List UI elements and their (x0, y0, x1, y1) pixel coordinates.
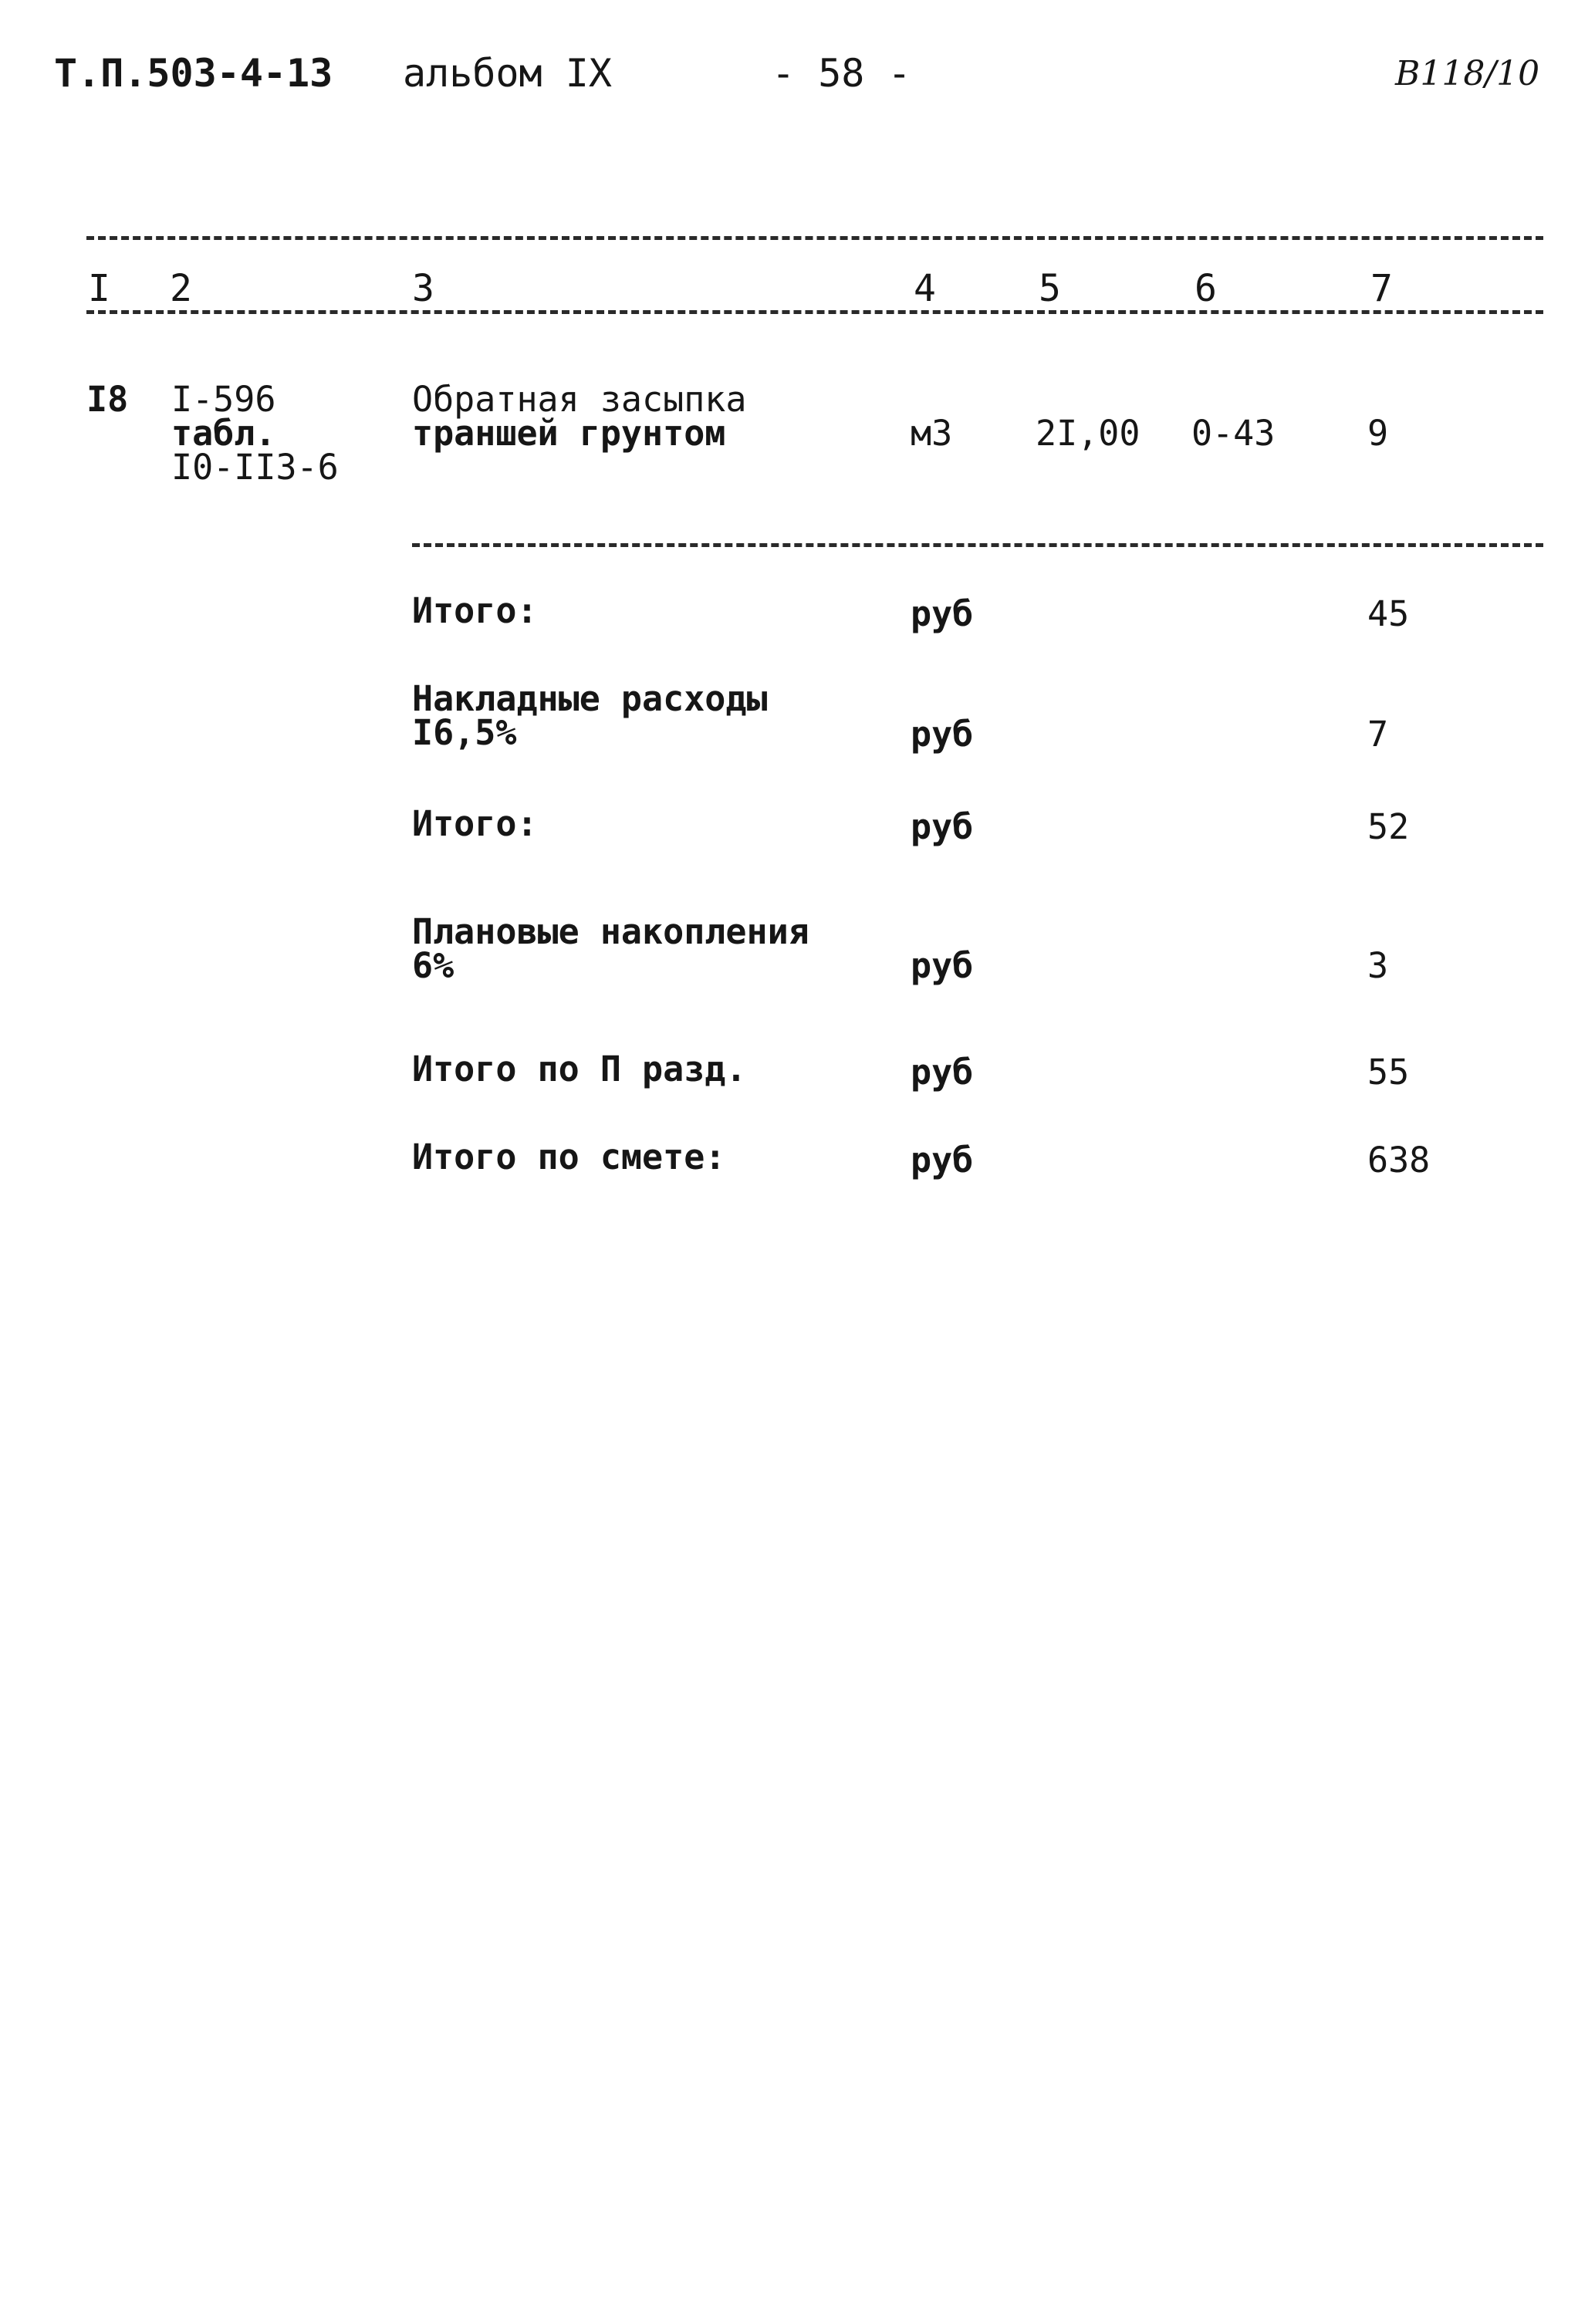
planned-savings-label: Плановые накопления (412, 911, 809, 952)
norm-code-line-1: I-596 (171, 379, 276, 420)
column-number-1: I (88, 267, 110, 310)
quantity: 2I,00 (1036, 413, 1140, 454)
section-total-unit: руб (911, 1052, 974, 1093)
summary-separator-rule (412, 543, 1543, 547)
overhead-rate: I6,5% (412, 712, 517, 753)
planned-savings-rate: 6% (412, 945, 455, 986)
column-number-2: 2 (170, 267, 192, 310)
column-number-4: 4 (914, 267, 936, 310)
album-label: альбом IX (403, 51, 612, 96)
subtotal-2-label: Итого: (412, 803, 538, 844)
subtotal-2-unit: руб (911, 806, 974, 847)
table-top-rule (86, 236, 1543, 240)
document-code: Т.П.503-4-13 (54, 51, 333, 96)
planned-savings-unit: руб (911, 945, 974, 986)
section-total-value: 55 (1367, 1052, 1410, 1093)
column-number-7: 7 (1370, 267, 1393, 310)
estimate-total-label: Итого по смете: (412, 1137, 726, 1177)
planned-savings-value: 3 (1367, 945, 1389, 986)
overhead-label: Накладные расходы (412, 678, 768, 719)
unit-price: 0-43 (1191, 413, 1276, 454)
norm-code-line-2: табл. (171, 413, 276, 454)
estimate-total-unit: руб (911, 1140, 974, 1181)
row-number: I8 (86, 379, 129, 420)
subtotal-unit: руб (911, 593, 974, 634)
page-number: - 58 - (772, 51, 911, 96)
subtotal-2-value: 52 (1367, 806, 1410, 847)
total-cost: 9 (1367, 413, 1389, 454)
column-number-3: 3 (412, 267, 434, 310)
overhead-value: 7 (1367, 714, 1389, 755)
work-description-line-2: траншей грунтом (412, 413, 726, 454)
work-description-line-1: Обратная засыпка (412, 379, 747, 420)
sheet-mark: В118/10 (1395, 54, 1540, 93)
column-number-5: 5 (1039, 267, 1061, 310)
overhead-unit: руб (911, 714, 974, 755)
subtotal-value: 45 (1367, 593, 1410, 634)
column-number-6: 6 (1195, 267, 1217, 310)
norm-code-line-3: I0-II3-6 (171, 447, 339, 488)
table-header-rule (86, 310, 1543, 314)
subtotal-label: Итого: (412, 590, 538, 631)
estimate-total-value: 638 (1367, 1140, 1431, 1181)
section-total-label: Итого по П разд. (412, 1049, 747, 1089)
unit-of-measure: м3 (911, 413, 953, 454)
